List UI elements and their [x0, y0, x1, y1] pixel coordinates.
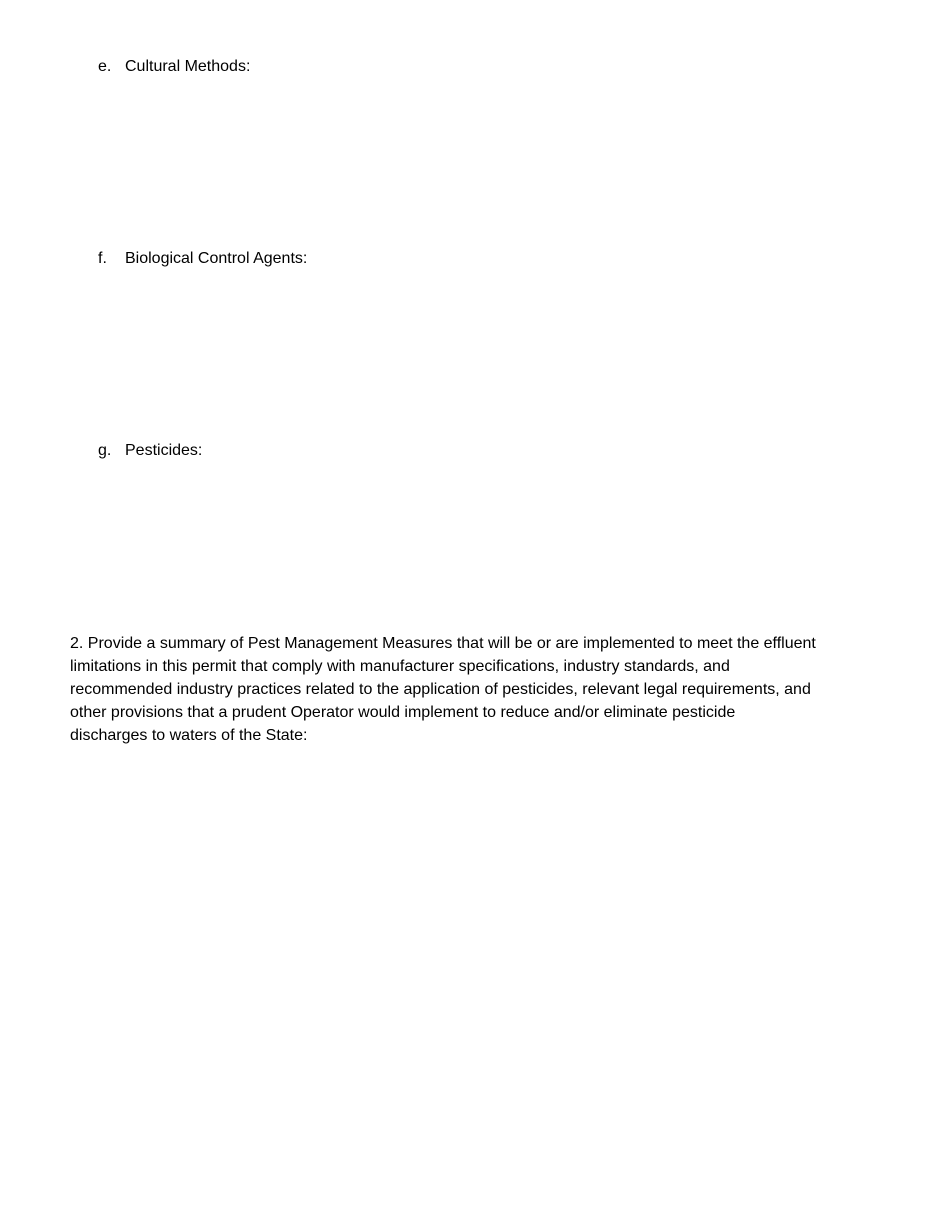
list-marker: e. — [98, 58, 112, 75]
paragraph-line: 2. Provide a summary of Pest Management Measures that will be or are implemented to meet the effluent — [70, 635, 816, 652]
list-marker: g. — [98, 442, 112, 459]
list-item-biological-control-agents — [98, 249, 307, 269]
paragraph-line: recommended industry practices related to the application of pesticides, relevant legal requirements, and — [70, 681, 811, 698]
list-item-label: Pesticides: — [125, 442, 203, 459]
paragraph-line: other provisions that a prudent Operator would implement to reduce and/or eliminate pesticide — [70, 704, 736, 721]
list-item-label: Cultural Methods: — [125, 58, 251, 75]
list-item-pesticides — [98, 441, 202, 461]
list-item-label: Biological Control Agents: — [125, 250, 308, 267]
paragraph-line: limitations in this permit that comply with manufacturer specifications, industry standards, and — [70, 658, 730, 675]
question-2-paragraph — [70, 632, 890, 747]
paragraph-line: discharges to waters of the State: — [70, 727, 308, 744]
list-marker: f. — [98, 250, 107, 267]
list-item-cultural-methods — [98, 57, 250, 77]
